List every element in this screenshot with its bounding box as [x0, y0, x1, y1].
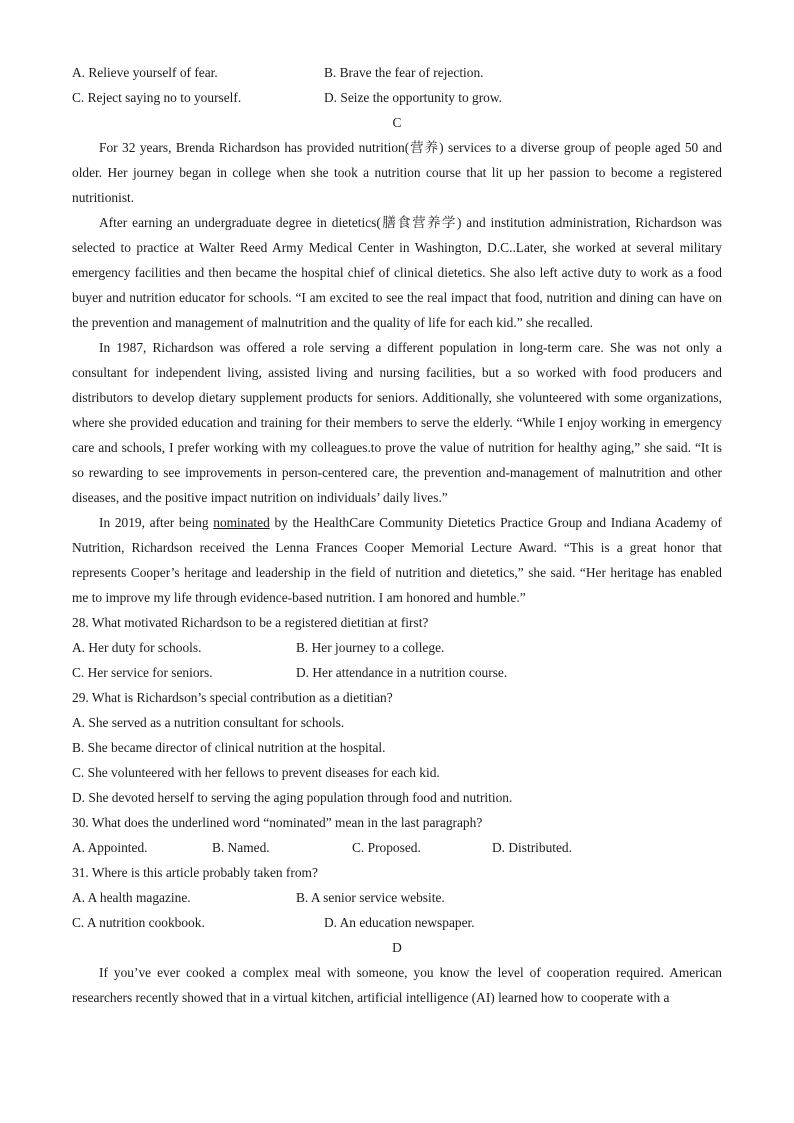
- q29-option-c: C. She volunteered with her fellows to prevent diseases for each kid.: [72, 765, 440, 780]
- section-c-paragraph-4-text-end: by the HealthCare Community Dietetics Practice Group and Indiana Academy of Nutrition, Richardson received the Lenna Frances Cooper Memorial Lecture Award. “This is a great honor that represents Cooper’s heritage and leadership in the field of nutrition and dietetics,” she said. “Her heritage has enabled me to improve my life through evidence-based nutrition. I am honored and humble.”: [72, 515, 722, 605]
- section-c-paragraph-2: [72, 210, 722, 335]
- q31-option-d: D. An education newspaper.: [324, 915, 475, 930]
- q29-option-b: B. She became director of clinical nutrition at the hospital.: [72, 740, 386, 755]
- q28-option-a: A. Her duty for schools.: [72, 640, 202, 655]
- section-d-heading: D: [392, 940, 402, 955]
- q27-options-row-2: [72, 85, 722, 110]
- q30-options-row: [72, 835, 722, 860]
- q27-option-b: B. Brave the fear of rejection.: [324, 65, 484, 80]
- q28-stem: 28. What motivated Richardson to be a registered dietitian at first?: [72, 615, 429, 630]
- q28-option-d: D. Her attendance in a nutrition course.: [296, 665, 508, 680]
- q27-options-row-1: [72, 60, 722, 85]
- underlined-word-nominated: nominated: [213, 515, 270, 530]
- q31-options-row-1: [72, 885, 722, 910]
- q29-stem: 29. What is Richardson’s special contribution as a dietitian?: [72, 690, 393, 705]
- exam-page: [72, 60, 722, 1010]
- section-c-paragraph-2-text: After earning an undergraduate degree in dietetics(膳食营养学) and institution administration, Richardson was selected to practice at Walter Reed Army Medical Center in Washington, D.C..Later, she worked at several military emergency facilities and then became the hospital chief of clinical dietetics. She also left active duty to work as a food buyer and nutrition educator for schools. “I am excited to see the real impact that food, nutrition and dining can have on the prevention and management of malnutrition and the quality of life for each kid.” she recalled.: [72, 215, 722, 330]
- q29-option-d: D. She devoted herself to serving the aging population through food and nutrition.: [72, 790, 513, 805]
- q31-option-b: B. A senior service website.: [296, 890, 445, 905]
- section-c-paragraph-4-text-start: In 2019, after being: [99, 515, 214, 530]
- q30-stem: 30. What does the underlined word “nominated” mean in the last paragraph?: [72, 815, 483, 830]
- q27-option-a: A. Relieve yourself of fear.: [72, 65, 218, 80]
- section-c-paragraph-1: [72, 135, 722, 210]
- q31-option-a: A. A health magazine.: [72, 890, 191, 905]
- q30-option-d: D. Distributed.: [492, 840, 572, 855]
- q27-option-c: C. Reject saying no to yourself.: [72, 90, 242, 105]
- section-c-paragraph-3: [72, 335, 722, 510]
- q31-option-c: C. A nutrition cookbook.: [72, 915, 205, 930]
- q31-options-row-2: [72, 910, 722, 935]
- section-c-paragraph-3-text: In 1987, Richardson was offered a role serving a different population in long-term care. She was not only a consultant for independent living, assisted living and nursing facilities, but a so worked with food producers and distributors to develop dietary supplement products for seniors. Additionally, she volunteered with some organizations, where she provided education and training for their members to serve the elderly. “While I enjoy working in emergency care and schools, I prefer working with my colleagues.to prove the value of nutrition for healthy aging,” she said. “It is so rewarding to see improvements in person-centered care, the prevention and-management of malnutrition and other diseases, and the positive impact nutrition on individuals’ daily lives.”: [72, 340, 722, 505]
- q28-options-row-2: [72, 660, 722, 685]
- q30-option-a: A. Appointed.: [72, 840, 148, 855]
- q27-option-d: D. Seize the opportunity to grow.: [324, 90, 503, 105]
- section-d-paragraph-1: [72, 960, 722, 1010]
- q30-option-b: B. Named.: [212, 840, 270, 855]
- q28-options-row-1: [72, 635, 722, 660]
- q28-option-c: C. Her service for seniors.: [72, 665, 213, 680]
- section-c-paragraph-4: [72, 510, 722, 610]
- section-c-paragraph-1-text: For 32 years, Brenda Richardson has provided nutrition(营养) services to a diverse group of people aged 50 and older. Her journey began in college when she took a nutrition course that lit up her passion to become a registered nutritionist.: [72, 140, 722, 205]
- q28-option-b: B. Her journey to a college.: [296, 640, 445, 655]
- q29-option-a: A. She served as a nutrition consultant for schools.: [72, 715, 345, 730]
- section-c-heading: C: [392, 115, 402, 130]
- q30-option-c: C. Proposed.: [352, 840, 421, 855]
- section-d-paragraph-1-text: If you’ve ever cooked a complex meal with someone, you know the level of cooperation required. American researchers recently showed that in a virtual kitchen, artificial intelligence (AI) learned how to cooperate with a: [72, 965, 722, 1005]
- q31-stem: 31. Where is this article probably taken from?: [72, 865, 318, 880]
